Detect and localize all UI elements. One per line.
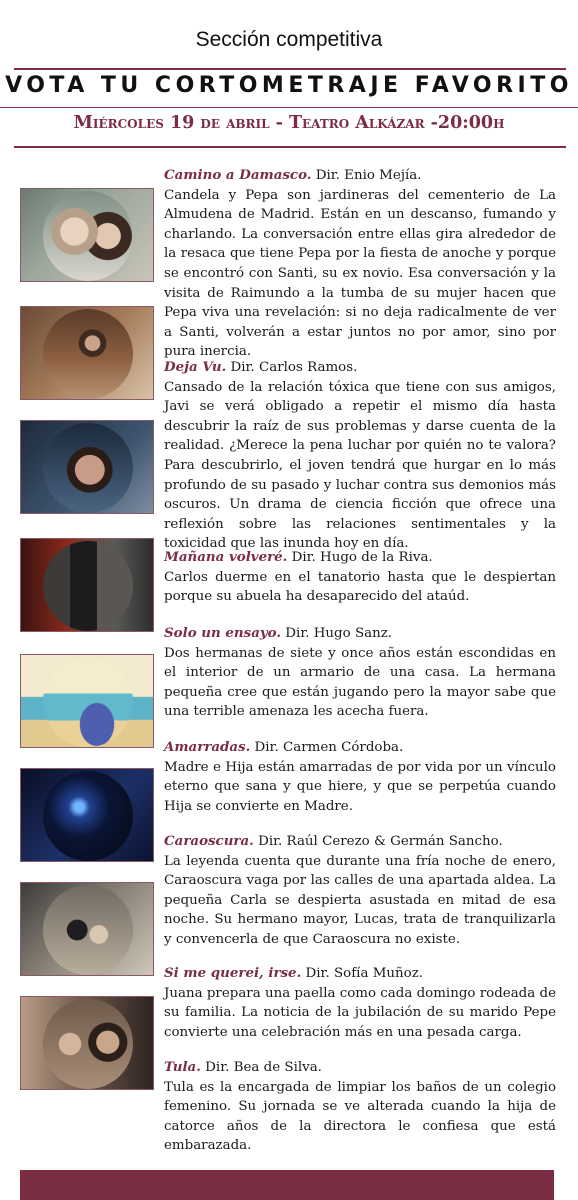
film-title: Tula. [164,1059,201,1075]
film-synopsis: Carlos duerme en el tanatorio hasta que le despiertan porque su abuela ha desaparecido del ataúd. [164,569,556,605]
film-entry [164,624,556,722]
still-solo-un-ensayo [20,654,154,748]
film-title: Amarradas. [164,739,251,755]
film-director: Dir. Enio Mejía. [315,168,422,183]
still-amarradas [20,768,154,862]
film-director: Dir. Carlos Ramos. [230,360,358,375]
film-title: Camino a Damasco. [164,167,312,183]
film-title: Mañana volveré. [164,549,288,565]
middle-rule [0,107,578,108]
film-title: Caraoscura. [164,833,254,849]
film-synopsis: Juana prepara una paella como cada domingo rodeada de su familia. La noticia de la jubilación de su marido Pepe convierte una celebración más en una pesada carga. [164,985,556,1040]
film-director: Dir. Hugo Sanz. [285,626,393,641]
film-title: Deja Vu. [164,359,227,375]
bottom-rule [14,146,566,148]
film-title: Solo un ensayo. [164,625,282,641]
still-camino-a-damasco-2 [20,306,154,400]
film-title: Si me querei, irse. [164,965,302,981]
vote-headline: VOTA TU CORTOMETRAJE FAVORITO [5,73,573,98]
film-director: Dir. Sofía Muñoz. [305,966,424,981]
event-details: Miércoles 19 de abril - Teatro Alkázar -20:00h [73,113,505,133]
film-synopsis: La leyenda cuenta que durante una fría noche de enero, Caraoscura vaga por las calles de una apartada aldea. La pequeña Carla se despierta asustada en mitad de esa noche. Su hermano mayor, Lucas, trata de tranquilizarla y convencerla de que Caraoscura no existe. [164,853,556,947]
film-entry [164,964,556,1042]
film-entry [164,832,556,950]
film-director: Dir. Raúl Cerezo & Germán Sancho. [258,834,503,849]
film-director: Dir. Hugo de la Riva. [291,550,433,565]
footer-bar [20,1170,554,1200]
film-entry [164,548,556,607]
still-si-me-querei-irse [20,996,154,1090]
still-manana-volvere [20,538,154,632]
top-rule [14,68,566,70]
film-entry [164,1058,556,1156]
film-entry [164,358,556,554]
film-entry [164,738,556,816]
still-camino-a-damasco-1 [20,188,154,282]
still-deja-vu [20,420,154,514]
film-director: Dir. Bea de Silva. [205,1060,322,1075]
film-synopsis: Cansado de la relación tóxica que tiene con sus amigos, Javi se verá obligado a repetir el mismo día hasta descubrir la raíz de sus problemas y darse cuenta de la realidad. ¿Merece la pena luchar por quién no te valora? Para descubrirlo, el joven tendrá que hurgar en lo más profundo de su pasado y luchar contra sus demonios más oscuros. Un drama de ciencia ficción que ofrece una reflexión sobre las relaciones sentimentales y la toxicidad que las inunda hoy en día. [164,379,556,552]
film-synopsis: Dos hermanas de siete y once años están escondidas en el interior de un armario de una casa. La hermana pequeña cree que están jugando pero la mayor sabe que una terrible amenaza les acecha fuera. [164,645,556,720]
film-synopsis: Madre e Hija están amarradas de por vida por un vínculo eterno que sana y que hiere, y que se perpetúa cuando Hija se convierte en Madre. [164,759,556,814]
film-synopsis: Candela y Pepa son jardineras del cementerio de La Almudena de Madrid. Están en un descanso, fumando y charlando. La conversación entre ellas gira alrededor de la resaca que tiene Pepa por la fiesta de anoche y porque se encontró con Santi, su ex novio. Esa conversación y la visita de Raimundo a la tumba de su mujer hacen que Pepa viva una revelación: si no deja radicalmente de ver a Santi, volverán a estar juntos no por amor, sino por pura inercia. [164,187,556,360]
still-caraoscura [20,882,154,976]
section-title: Sección competitiva [195,28,383,51]
film-director: Dir. Carmen Córdoba. [254,740,404,755]
film-entry [164,166,556,362]
film-synopsis: Tula es la encargada de limpiar los baños de un colegio femenino. Su jornada se ve alterada cuando la hija de catorce años de la directora le confiesa que está embarazada. [164,1079,556,1154]
